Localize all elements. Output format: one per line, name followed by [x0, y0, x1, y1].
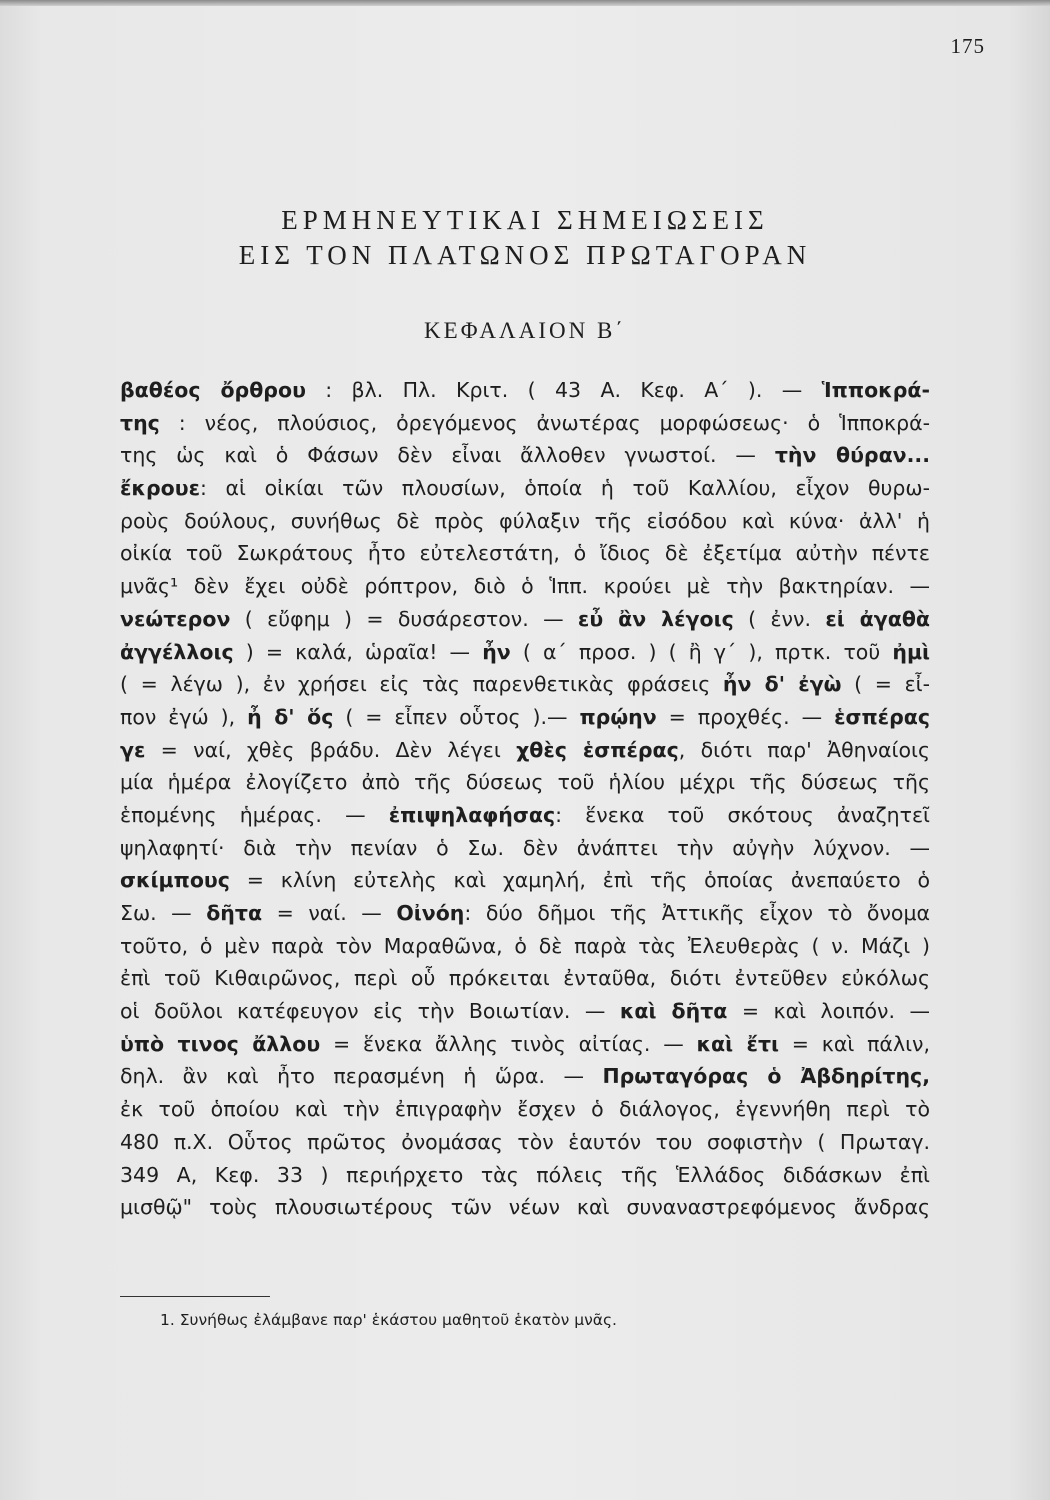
text-segment: : αἱ οἰκίαι τῶν πλουσίων, ὁποία ἡ τοῦ Καλλίου, εἶχον θυρω- [200, 476, 930, 501]
lemma-term: καὶ ἔτι [696, 1031, 780, 1056]
lemma-term: ἦν δ' ἐγὼ [722, 672, 842, 697]
text-line [120, 897, 930, 930]
text-line [120, 832, 930, 865]
text-line [120, 1028, 930, 1061]
text-segment: = κλίνη εὐτελὴς καὶ χαμηλή, ἐπὶ τῆς ὁποίας ἀνεπαύετο ὁ [229, 868, 930, 893]
text-segment: Σω. — [120, 901, 207, 925]
text-line [120, 505, 930, 538]
text-line [120, 472, 930, 505]
text-segment: πον ἐγώ ), [120, 704, 248, 729]
text-segment: = προχθές. — [656, 704, 835, 729]
lemma-term: ἐπιψηλαφήσας [388, 802, 556, 827]
text-segment: ἐκ τοῦ ὁποίου καὶ τὴν ἐπιγραφὴν ἔσχεν ὁ διάλογος, ἐγεννήθη περὶ τὸ [120, 1097, 930, 1122]
text-line [120, 995, 930, 1028]
text-segment: ἐπὶ τοῦ Κιθαιρῶνος, περὶ οὗ πρόκειται ἐνταῦθα, διότι ἐντεῦθεν εὐκόλως [120, 966, 930, 991]
text-segment: μισθῷ" τοὺς πλουσιωτέρους τῶν νέων καὶ συναναστρεφόμενος ἄνδρας [120, 1195, 930, 1220]
lemma-term: ἠμὶ [892, 639, 930, 664]
footnote-divider [120, 1296, 270, 1297]
lemma-term: τὴν θύραν... [774, 443, 930, 468]
lemma-term: Οἰνόη [396, 901, 465, 925]
text-line [120, 1126, 930, 1159]
text-segment: ( εὔφημ ) = δυσάρεστον. — [230, 606, 578, 631]
text-line [120, 766, 930, 799]
lemma-term: ὑπὸ τινος ἄλλου [120, 1031, 321, 1056]
text-line [120, 864, 930, 897]
text-line [120, 570, 930, 603]
footnote: 1. Συνήθως ἐλάμβανε παρ' ἑκάστου μαθητοῦ ἑκατὸν μνᾶς. [160, 1311, 617, 1329]
text-line [120, 1093, 930, 1126]
lemma-term: Ἱπποκρά- [821, 378, 930, 402]
text-line [120, 1060, 930, 1093]
title-line-1: ΕΡΜΗΝΕΥΤΙΚΑΙ ΣΗΜΕΙΩΣΕΙΣ [281, 205, 769, 235]
lemma-term: χθὲς ἑσπέρας [516, 737, 679, 762]
text-segment: ( = λέγω ), ἐν χρήσει εἰς τὰς παρενθετικὰς φράσεις [120, 672, 723, 697]
lemma-term: γε [120, 737, 146, 762]
text-line [120, 668, 930, 701]
text-segment: ( ἐνν. [733, 606, 826, 631]
text-segment: = ναί. — [262, 901, 397, 925]
lemma-term: εἰ ἀγαθὰ [825, 606, 930, 631]
lemma-term: εὖ ἂν λέγοις [577, 606, 734, 631]
lemma-term: πρῴην [579, 704, 657, 729]
text-segment: : δύο δῆμοι τῆς Ἀττικῆς εἶχον τὸ ὄνομα [464, 901, 930, 925]
text-segment: ἑπομένης ἡμέρας. — [120, 802, 389, 827]
text-segment: της ὡς καὶ ὁ Φάσων δὲν εἶναι ἄλλοθεν γνωστοί. — [120, 443, 775, 468]
chapter-heading: ΚΕΦΑΛΑΙΟΝ Β΄ [424, 318, 626, 343]
text-segment: : ἕνεκα τοῦ σκότους ἀναζητεῖ [555, 802, 930, 827]
text-segment: 480 π.Χ. Οὗτος πρῶτος ὀνομάσας τὸν ἑαυτόν του σοφιστὴν ( Πρωταγ. [120, 1129, 930, 1154]
text-segment: ( α΄ προσ. ) ( ἢ γ΄ ), πρτκ. τοῦ [510, 639, 893, 664]
text-segment: , διότι παρ' Ἀθηναίοις [678, 737, 930, 762]
text-segment: = καὶ πάλιν, [779, 1031, 930, 1056]
text-line [120, 799, 930, 832]
lemma-term: δῆτα [206, 901, 263, 925]
text-segment: = καὶ λοιπόν. — [727, 999, 930, 1024]
text-segment: οἱ δοῦλοι κατέφευγον εἰς τὴν Βοιωτίαν. — [120, 999, 620, 1024]
text-line [120, 407, 930, 440]
text-segment: = ναί, χθὲς βράδυ. Δὲν λέγει [145, 737, 517, 762]
text-line [120, 962, 930, 995]
text-line [120, 537, 930, 570]
text-segment: ροὺς δούλους, συνήθως δὲ πρὸς φύλαξιν τῆς εἰσόδου καὶ κύνα· ἀλλ' ἡ [120, 508, 930, 533]
text-line [120, 701, 930, 734]
lemma-term: ἦν [482, 639, 511, 664]
text-segment: : βλ. Πλ. Κριτ. ( 43 Α. Κεφ. Α΄ ). — [305, 378, 822, 402]
text-line [120, 1191, 930, 1224]
text-line [120, 734, 930, 767]
commentary-body [120, 374, 930, 1224]
text-segment: ( = εἶπεν οὗτος ).— [333, 704, 580, 729]
text-segment: τοῦτο, ὁ μὲν παρὰ τὸν Μαραθῶνα, ὁ δὲ παρὰ τὰς Ἐλευθερὰς ( ν. Μάζι ) [120, 933, 930, 958]
text-segment: ) = καλά, ὡραῖα! — [233, 639, 483, 664]
page-top-edge [0, 0, 1050, 6]
text-segment: οἰκία τοῦ Σωκράτους ἦτο εὐτελεστάτη, ὁ ἴδιος δὲ ἐξετίμα αὐτὴν πέντε [120, 541, 930, 566]
lemma-term: ἦ δ' ὅς [247, 704, 334, 729]
text-segment: 349 Α, Κεφ. 33 ) περιήρχετο τὰς πόλεις τῆς Ἑλλάδος διδάσκων ἐπὶ [120, 1162, 930, 1187]
lemma-term: βαθέος ὄρθρου [120, 378, 306, 402]
lemma-term: καὶ δῆτα [619, 999, 728, 1024]
lemma-term: ἔκρουε [120, 476, 200, 501]
lemma-term: ἑσπέρας [834, 704, 930, 729]
text-segment: μνᾶς¹ δὲν ἔχει οὐδὲ ρόπτρον, διὸ ὁ Ἱππ. κρούει μὲ τὴν βακτηρίαν. — [120, 574, 930, 599]
text-line [120, 636, 930, 669]
text-line [120, 1159, 930, 1192]
lemma-term: ἀγγέλλοις [120, 639, 234, 664]
text-segment: ψηλαφητί· διὰ τὴν πενίαν ὁ Σω. δὲν ἀνάπτει τὴν αὐγὴν λύχνον. — [120, 835, 930, 860]
text-line [120, 439, 930, 472]
lemma-term: της [120, 410, 160, 435]
text-segment: δηλ. ἂν καὶ ἦτο περασμένη ἡ ὥρα. — [120, 1064, 603, 1089]
page-number: 175 [950, 34, 985, 58]
text-segment: ( = εἶ- [841, 672, 930, 697]
title-line-2: ΕΙΣ ΤΟΝ ΠΛΑΤΩΝΟΣ ΠΡΩΤΑΓΟΡΑΝ [238, 240, 812, 270]
text-segment: = ἕνεκα ἄλλης τινὸς αἰτίας. — [320, 1031, 697, 1056]
text-segment: : νέος, πλούσιος, ὀρεγόμενος ἀνωτέρας μορφώσεως· ὁ Ἱπποκρά- [159, 410, 930, 435]
lemma-term: Πρωταγόρας ὁ Ἀβδηρίτης, [602, 1064, 930, 1089]
text-line [120, 603, 930, 636]
text-line [120, 374, 930, 407]
text-line [120, 930, 930, 963]
text-segment: μία ἡμέρα ἐλογίζετο ἀπὸ τῆς δύσεως τοῦ ἡλίου μέχρι τῆς δύσεως τῆς [120, 770, 930, 795]
lemma-term: νεώτερον [120, 606, 231, 631]
lemma-term: σκίμπους [120, 868, 230, 893]
